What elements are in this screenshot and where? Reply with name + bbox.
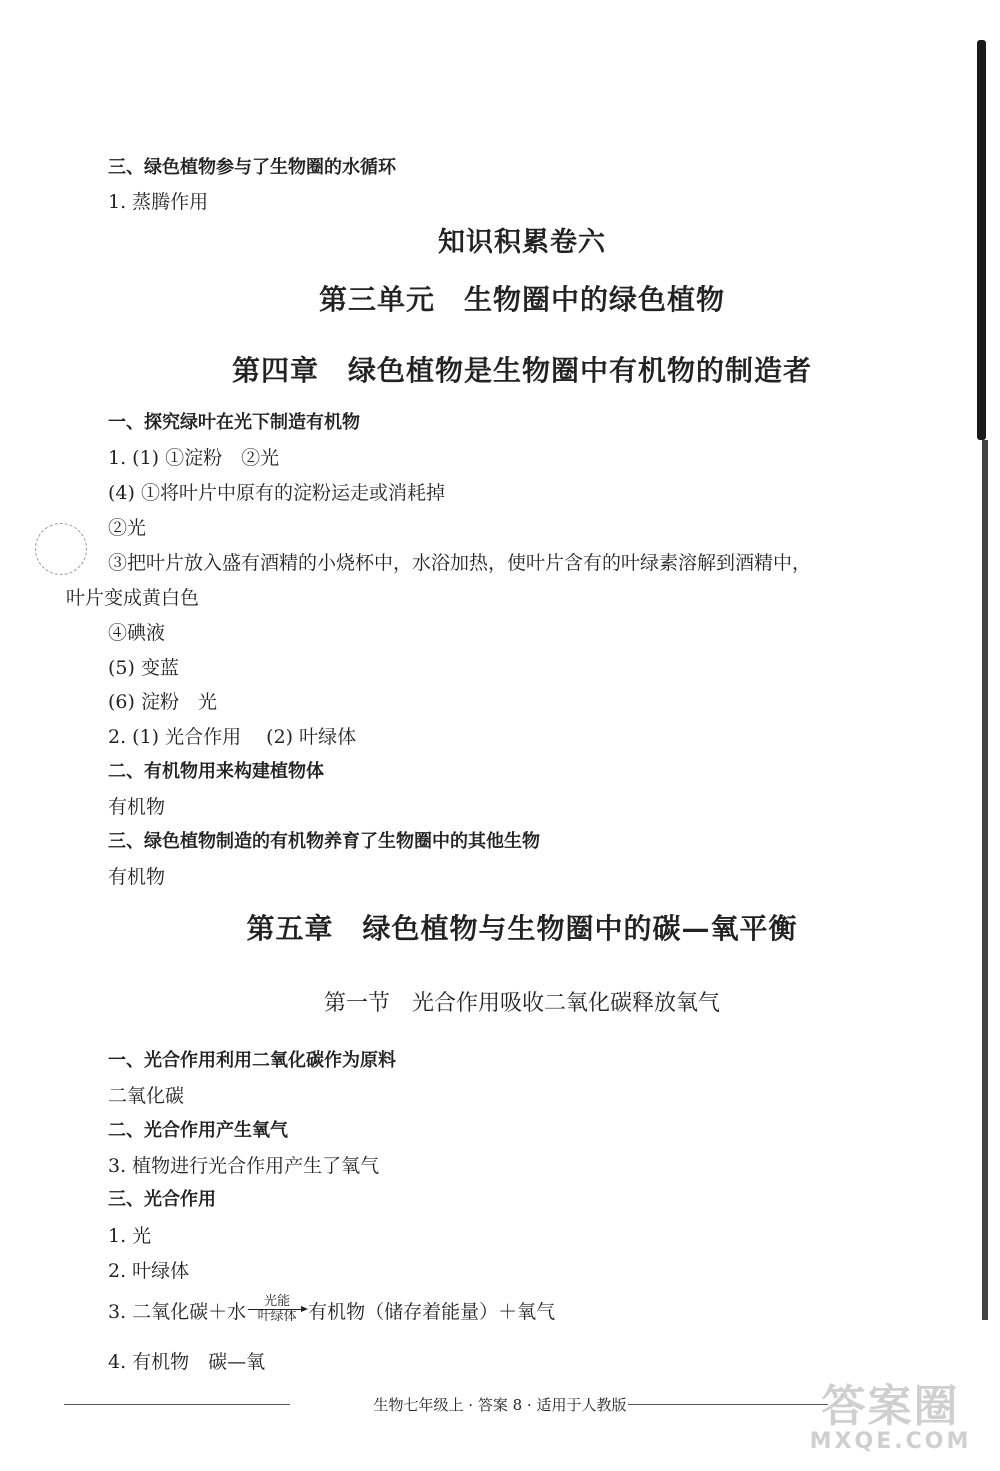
unit-title: 第三单元 生物圈中的绿色植物 [318,283,725,316]
answer-line: 1. 蒸腾作用 [108,191,209,213]
doc-title: 知识积累卷六 [438,227,606,258]
photosynthesis-equation [108,1294,556,1328]
answer-line: 3. 植物进行光合作用产生了氧气 [108,1155,380,1177]
answer-line: ④碘液 [108,622,166,644]
section-heading: 二、有机物用来构建植物体 [108,761,324,782]
section-heading: 一、光合作用利用二氧化碳作为原料 [108,1050,396,1071]
answer-line: 叶片变成黄白色 [66,587,200,609]
answer-line: 4. 有机物 碳—氧 [108,1351,266,1373]
answer-line: ③把叶片放入盛有酒精的小烧杯中，水浴加热，使叶片含有的叶绿素溶解到酒精中， [108,552,812,574]
answer-line: (5) 变蓝 [108,657,179,679]
answer-line: ②光 [108,517,147,539]
section-heading: 三、绿色植物参与了生物圈的水循环 [108,157,396,178]
faded-stamp [26,514,95,583]
answer-line: 2. (1) 光合作用 (2) 叶绿体 [108,726,357,748]
answer-line: 有机物 [108,866,166,888]
answer-line: 有机物 [108,796,166,818]
answer-line: (4) ①将叶片中原有的淀粉运走或消耗掉 [108,482,445,504]
section-title: 第一节 光合作用吸收二氧化碳释放氧气 [323,991,720,1016]
section-heading: 三、光合作用 [108,1189,216,1210]
reaction-condition-bottom: 叶绿体 [257,1309,297,1325]
site-watermark [803,1381,978,1454]
answer-line: 二氧化碳 [108,1085,185,1107]
watermark-logo-text: 答案圈 [821,1381,960,1432]
page-footer: 生物七年级上 · 答案 8 · 适用于人教版 [373,1396,627,1414]
section-heading: 三、绿色植物制造的有机物养育了生物圈中的其他生物 [108,831,540,852]
answer-line: (6) 淀粉 光 [108,691,217,713]
page-edge-shadow-lower [982,440,988,1320]
section-heading: 二、光合作用产生氧气 [108,1120,288,1141]
chapter-title: 第四章 绿色植物是生物圈中有机物的制造者 [231,354,812,387]
reaction-condition-top: 光能 [264,1294,291,1309]
answer-line: 1. 光 [108,1225,152,1247]
chapter-title: 第五章 绿色植物与生物圈中的碳—氧平衡 [246,912,798,945]
reaction-arrow [248,1295,306,1325]
answer-line: 1. (1) ①淀粉 ②光 [108,447,280,469]
section-heading: 一、探究绿叶在光下制造有机物 [108,412,360,433]
equation-products: 有机物（储存着能量）＋氧气 [308,1300,556,1323]
equation-reactants: 3. 二氧化碳＋水 [108,1300,247,1323]
watermark-url: MXQE.COM [809,1429,972,1454]
answer-line: 2. 叶绿体 [108,1260,190,1282]
arrow-icon [248,1309,306,1310]
